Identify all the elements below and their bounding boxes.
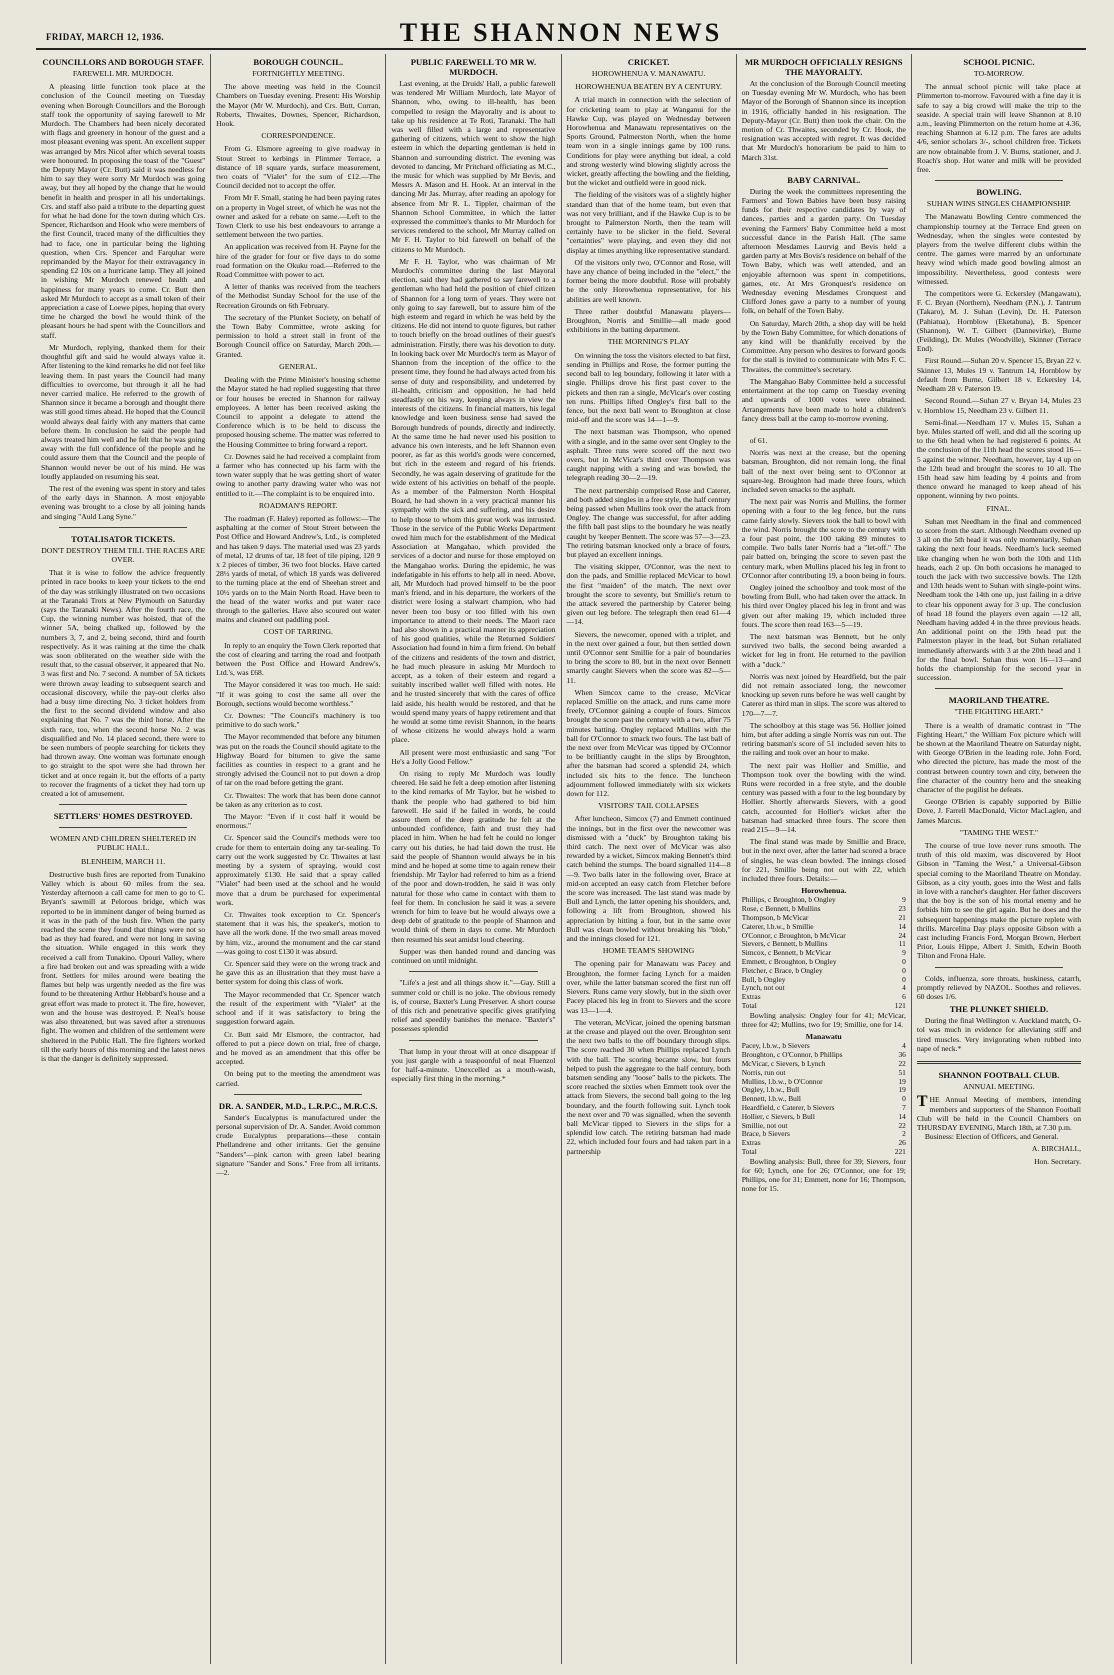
scorecard-title: Horowhenua.	[801, 886, 847, 896]
scorecard-batsman: Heardfield, c Caterer, b Sievers	[741, 1103, 835, 1112]
paragraph: There is a wealth of dramatic contrast in "The Fighting Heart," the William Fox picture which will be shown at the Maoriland Theatre on Saturday night, with George O'Brien in the leading role. John Ford, who directed the picture, has made the most of the contrast between country town and city, between the fine character of the country hero and the sneaking character of the pugilist he defeats.	[916, 720, 1082, 795]
subhead: FORTNIGHTLY MEETING.	[252, 69, 345, 78]
scorecard-title: Manawatu	[805, 1032, 842, 1042]
subhead: COST OF TARRING.	[263, 627, 333, 637]
advert-text: Sander's Eucalyptus is manufactured under the personal supervision of Dr. A. Sander. Avoid common crude Eucalyptus preparations—these contain Phellandrene and other irritants. Get the genuine "Sanders"—pink carton with green label bearing signature "Sander and Sons." Free from all irritants.—2.	[216, 1112, 381, 1177]
scorecard-runs: 22	[898, 1059, 906, 1069]
divider	[59, 804, 187, 805]
subhead: VISITORS' TAIL COLLAPSES	[598, 801, 699, 811]
column-1	[36, 54, 210, 1664]
scorecard-row	[742, 1002, 906, 1011]
scorecard-batsman: Simcox, c Bennett, b McVicar	[741, 948, 832, 958]
scorecard-runs: 7	[902, 1103, 906, 1112]
paragraph: All present were most enthusiastic and sang "For He's a Jolly Good Fellow."	[391, 747, 556, 766]
paragraph: George O'Brien is capably supported by Billie Dove, J. Farrell MacDonald, Victor MacLaglen, and James Marcus.	[916, 797, 1082, 825]
paragraph: The Mangahao Baby Committee held a successful entertainment at the top camp on Tuesday evening and upwards of 1000 votes were obtained. Arrangements have been made to hold a children's fancy dress ball at the camp to-morrow evening.	[741, 376, 906, 423]
headline: BOROUGH COUNCIL.	[253, 57, 344, 67]
scorecard-runs: 9	[902, 895, 906, 905]
paragraph: When Simcox came to the crease, McVicar replaced Smillie on the attack, and runs came more freely, O'Connor gaining a couple of fours. Simcox brought the score past the century with a two, after 75 minutes batting. Ongley replaced Mullins with the ball for O'Connor to smack two fours. The last ball of the next over from McVicar was tipped by O'Connor to be brilliantly caught in the slips by Broughton, after the batsman had scored a splendid 24, which included six hits to the fence. The luncheon adjournment followed immediately with six wickets down for 112.	[566, 687, 731, 799]
paragraph: The above meeting was held in the Council Chambers on Tuesday evening. Present: His Worship the Mayor (Mr W. Murdoch), and Crs. Butt, Curran, Roberts, Thwaites, Downes, Spencer, Richardson, Hook.	[216, 82, 381, 129]
subhead: SUHAN WINS SINGLES CHAMPIONSHIP.	[926, 199, 1071, 209]
paragraph: Sievers, the newcomer, opened with a triplet, and in the next over gained a four, but then settled down until O'Connor sent Smillie for a pair of boundaries to bring the score to 80, but in the next over Bennett smartly caught Sievers when the score was 82—5—11.	[566, 629, 731, 685]
dateline: BLENHEIM, MARCH 11.	[80, 856, 166, 866]
paragraph: Suhan met Needham in the final and commenced to score from the start. Although Needham evened up 3 all on the 5th head it was only momentarily, Suhan taking the next four heads. Needham's luck seemed like changing when he won both the 10th and 11th heads, each 2 up. On both occasions he managed to touch the jack with two successive bowls. The 12th and 13th heads went to Suhan with single-point wins. Needham took the 14th one up, just failing in a drive to clear his opponent away for 3 up. The conclusion of head 18 found the players even again —12 all, Needham having added 4 in the three previous heads. An additional point on the 19th head put the Palmerston player in the lead, but Suhan retaliated immediately afterwards with 3 at the 20th head and 1 for the final bowl. Suhan thus won 16—13—and holds the championship for the second year in succession.	[916, 516, 1082, 683]
scorecard-batsman: Bull, b Ongley	[741, 974, 786, 984]
subhead: CORRESPONDENCE.	[261, 131, 336, 141]
subhead: THE MORNING'S PLAY	[607, 337, 690, 347]
paragraph: The next batsman was Thompson, who opened with a single, and in the same over sent Ongley to the asphalt. Three runs were scored off the next two overs, but in McVicar's third over Thompson was caught napping with a swing and was bowled, the telegraph reading 30—2—19.	[566, 427, 731, 483]
scorecard-runs: 24	[898, 930, 906, 940]
paragraph: The schoolboy at this stage was 56. Hollier joined him, but after adding a single Norris was run out. The retiring batsman's score of 51 included seven hits to the railing and took over an hour to make.	[741, 720, 906, 758]
paragraph: The fielding of the visitors was of a slightly higher standard than that of the home team, but even that was not very brilliant, and if the Hawke Cup is to be brought to Palmerston North, then the team will certainly have to be slicker in the field. Several "certainties" were playing, and even they did not display at times anything like representative standard.	[566, 190, 731, 255]
scorecard-runs: 4	[902, 983, 906, 993]
scorecard-batsman: Norris, run out	[741, 1067, 786, 1077]
paragraph: Three rather doubtful Manawatu players—Broughton, Norris and Smillie—all made good exhibitions in the batting department.	[566, 306, 731, 335]
scorecard-batsman: Emmett, c Broughton, b Ongley	[741, 957, 837, 967]
headline: PUBLIC FAREWELL TO MR W. MURDOCH.	[410, 57, 537, 77]
paragraph: Cr. Downes said he had received a complaint from a farmer who has connected up his farm with the town water supply that he was getting short of water owing to another party drawing water who was not entitled to it.—The complaint is to be enquired into.	[216, 451, 381, 498]
scorecard-batsman: Fletcher, c Brace, b Ongley	[741, 965, 823, 975]
scorecard-batsman: Brace, b Sievers	[741, 1129, 790, 1139]
scorecard-runs: 19	[898, 1076, 906, 1086]
paragraph: On rising to reply Mr Murdoch was loudly cheered. He said he felt a deep emotion after listening to the kind remarks of Mr Taylor, but he wished to thank the people who had gathered to bid him farewell. He said if he failed in words, he could assure them of the deep gratitude he felt at the unbounded confidence, faith and trust they had placed in him. When he had felt he could no longer carry out his duties, he had laid down the trust. He said the people of Shannon would always be in his mind and he hoped at some time to again renew their friendship. Mr Taylor had referred to him as a friend of the poor and down-trodden, he said it was only natural for those who came in contact with them to feel for them. In conclusion he said it was a severe wrench for him to leave but he would always owe a deep debt of gratitude to the people of Shannon and would think of them in days to come. Mr Murdoch then resumed his seat amidst loud cheering.	[391, 769, 556, 944]
subhead: FAREWELL MR. MURDOCH.	[72, 69, 174, 78]
paragraph: On being put to the meeting the amendment was carried.	[216, 1069, 381, 1088]
bowling-analysis: Bowling analysis: Ongley four for 41; McVicar, three for 42; Mullins, two for 19; Smillie, one for 14.	[741, 1010, 906, 1030]
subhead: GENERAL.	[279, 361, 318, 371]
paragraph: Cr. Spencer said the Council's methods were too crude for them to entertain doing any tar-sealing. To carry out the work suggested by Cr. Thwaites at last meeting by a system of spraying, would cost approximately £130. He said that a spray called "Vialet" had been used at the school and he would move that a drum be purchased for experimental work.	[216, 833, 381, 907]
scorecard-runs: 21	[898, 913, 906, 923]
scorecard-batsman: Total	[741, 1146, 757, 1156]
scorecard-row	[742, 993, 906, 1002]
divider	[935, 180, 1063, 181]
paragraph: Cr. Downes: "The Council's machinery is too primitive to do such work."	[216, 711, 381, 730]
scorecard-batsman: O'Connor, c Broughton, b McVicar	[741, 930, 846, 940]
paragraph: First Round.—Suhan 20 v. Spencer 15, Bryan 22 v. Skinner 13, Mules 19 v. Tantrum 14, Hornblow by default from Burne, Gilbert 18 v. Eckersley 14, Needham 28 v. Paterson 19.	[916, 356, 1082, 394]
scorecard-batsman: Thompson, b McVicar	[741, 913, 809, 923]
subhead: TO-MORROW.	[973, 69, 1024, 78]
divider	[917, 1061, 1081, 1064]
paragraph: The Mayor: "Even if it cost half it would be enormous."	[216, 812, 381, 831]
paragraph: Destructive bush fires are reported from Tunakino Valley which is about 60 miles from the sea. Yesterday afternoon a call came for men to go to C. Bryant's sawmill at Pelorous bridge, which was reported to be in imminent danger of being burned as it was in the path of the bush fire. When the party reached the scene they found that things were not so bad as they had feared, and were not long in saving the situation. While engaged in this work they received a call from Tunakino. Opouri Valley, where a fire had broken out and was spreading with a wide front. Settlers for miles around were beating the flames but help was urgently needed as the fire was found to be threatening Arthur Hebbard's house and a great effort was made to protect it. The fire, however, won and the house was destroyed. P. Neal's house was also threatened, but was saved after a strenuous fight. The women and children of the settlement were sheltered in the Public Hall. The fire fighters worked till the early hours of this morning and the latest news is that the danger is definitely suppressed.	[41, 869, 206, 1063]
headline: SCHOOL PICNIC.	[963, 57, 1035, 67]
divider	[59, 827, 187, 828]
subhead: ANNUAL MEETING.	[963, 1082, 1035, 1092]
subhead: HOROWHENUA V. MANAWATU.	[591, 69, 706, 78]
paragraph: Mr F. H. Taylor, who was chairman of Mr Murdoch's committee during the last Mayoral election, said they had gathered to say farewell to a gentleman who had held the position of chief citizen of Shannon for a long term of years. They were not only going to say farewell, but to assure him of the high esteem and regard in which he was held by the citizens. He did not intend to quote figures, but rather to touch briefly on the broad outlines of their guest's administration. Firstly, there was his devotion to duty. In looking back over Mr Murdoch's term as Mayor of Shannon from the inception of the office to the present time, they found he had always acted from his sense of duty and responsibility, and undeterred by ill-health, criticism and opposition, he had held steadfastly on his way, keeping always in view the interests of the citizens. In financial matters, his legal knowledge and keen business sense had saved the Borough hundreds of pounds, directly and indirectly. At the same time he had never used his position to advance his own interests, and he left Shannon even poorer, as far as this world's goods were concerned, but rich in the esteem and regard of his friends. Secondly, he was again deserving of gratitude for the wide extent of his activities on behalf of the people. As a member of the Palmerston North Hospital Board, he had shown in a very practical manner his sympathy with the sick and suffering, and his desire to help those to whom this great work was intrusted. Those in the service of the Public Works Department owed him much for the establishment of the Medical Association at Mangahao, which provided the services of a doctor and nurse for those employed on the Mangahao works. During the epidemic, he was indefatigable in his efforts to help all in need. Above, all, Mr Murdoch had proved himself to be the poor man's friend, and in his departure, the workers of the district were losing a stalwart champion, who had never been too busy or too filled with his own importance to attend to their needs. The Maori race had also shown in a practical manner its appreciation of his good qualities, while the Returned Soldiers' Association had found in him a firm friend. On behalf of the citizens and residents of the town and district, he had much pleasure in asking Mr Murdoch to accept, as a token of their esteem and regard a suitably inscribed wallet well filled with notes. He and he trusted sincerely that with the cares of office laid aside, his health would be restored, and that he would spend many years of happy retirement and that he would at some time revisit Shannon, in the hearts of whose citizens he would always hold a warm place.	[391, 256, 556, 745]
paragraph: In reply to an enquiry the Town Clerk reported that the cost of clearing and tarring the road and footpath between the Post Office and Howard Andrew's, Ltd.'s, was £68.	[216, 640, 381, 678]
scorecard-row	[742, 1139, 906, 1148]
columns	[36, 54, 1086, 1664]
paragraph: The roadman (F. Haley) reported as follows:—The asphalting at the corner of Stout Street between the Post Office and Howard Andrew's, Ltd., is completed and has taken 9 days. The material used was 23 yards of metal, 12 drums of tar, 18 feet of tile piping, 120 9 x 2 pieces of timber, 36 two foot blocks. Have carted 28½ yards of metal, of which 18 yards was delivered to the turning place at the end of Sheehan street and 10½ yards on to the Main North Road. Have been to the head of the water works and put water race through to the galleries. Have also scoured out water mains and cleaned out paddling pool.	[216, 513, 381, 625]
signature-title: Hon. Secretary.	[1034, 1156, 1082, 1166]
paragraph: Business: Election of Officers, and General.	[924, 1132, 1059, 1142]
column-6	[911, 54, 1086, 1664]
subhead: DON'T DESTROY THEM TILL THE RACES ARE OVER.	[41, 545, 206, 564]
column-2	[210, 54, 385, 1664]
paragraph: A letter of thanks was received from the teachers of the Methodist Sunday School for the use of the Recreation Grounds on 6th February.	[216, 282, 381, 310]
paragraph: Cr. Butt said Mr Elsmore, the contractor, had offered to put a piece down on trial, free of charge, and he moved as an amendment that this offer be accepted.	[216, 1029, 381, 1067]
scorecard-batsman: Caterer, l.b.w., b Smillie	[741, 921, 814, 931]
scorecard-horowhenua	[742, 896, 906, 1010]
scorecard-runs: 14	[898, 1111, 906, 1121]
scorecard-runs: 0	[902, 965, 906, 975]
divider	[760, 429, 888, 430]
paragraph: That it is wise to follow the advice frequently printed in race books to keep your tickets to the end of the day was strikingly illustrated on two occasions at the Taranaki Trots at New Plymouth on Saturday (says the Taranaki News). After the fourth race, the Cup, the winning number was hoisted, that of the winner 5A, being chalked up, followed by the numbers 3, 7, and 2, being second, third and fourth respectively. As it was raining at the time the chalk was soon obliterated on the weather side with the result that, to the casual observer, it appeared that No. 3 was first and No. 7 second. A number of 5A tickets were thrown away leading to subsequent search and occasional discovery, while the pay-out clerks also had a busy time directing No. 3 ticket holders from the first to the second dividend window and also explaining that No. 7 was the third horse. After the sixth race, too, when the second horse No. 2 was disqualified and No. 14 placed second, there were to be seen numbers of people searching for tickets they had thrown away. One woman was fortunate enough to go straight to the spot were she had thrown her ticket and at once regain it, but the efforts of a party to recover the fragments of a ticket they had torn up created a lot of amusement.	[41, 568, 206, 799]
scorecard-batsman: Total	[741, 1001, 757, 1011]
paragraph: At the conclusion of the Borough Council meeting on Tuesday evening Mr W. Murdoch, who has been Mayor of the Borough of Shannon since its inception in 1916, officially handed in his resignation. The Deputy-Mayor (Cr. Butt) then took the chair. On the motion of Cr. Thwaites, seconded by Cr. Hook, the resignation was accepted with regret. It was decided that Mr Murdoch's honorarium be paid to him to March 31st.	[741, 79, 906, 162]
paragraph: On winning the toss the visitors elected to bat first, sending in Phillips and Rose, the former putting the second ball to leg boundary, following it later with a single. Phillips drove his first past cover to the pickets and then ran a single, McVicar's over costing ten runs. Phillips lifted Ongley's first ball to the fence, but the next ball went to Broughton at close mid-off and the score was 14—1—9.	[566, 350, 731, 425]
scorecard-batsman: Rose, c Bennett, b Mullins	[741, 904, 821, 914]
scorecard-row	[742, 1130, 906, 1139]
paragraph: The final stand was made by Smillie and Brace, but in the next over, after the latter had scored a brace of singles, he was clean bowled. The innings closed for 221, Smillie being not out with 22, which included three fours. Details:—	[741, 837, 906, 884]
scorecard-runs: 26	[898, 1138, 906, 1148]
paragraph: Supper was then handed round and dancing was continued on until midnight.	[391, 946, 556, 966]
scorecard-batsman: Extras	[741, 992, 761, 1002]
paragraph: Cr. Thwaites took exception to Cr. Spencer's statement that it was his, the speaker's, motion to have all the work done. If the two small areas moved by him, viz., around the monument and the car stand—was going to cost £130 it was absurd.	[216, 910, 381, 956]
notice-text: HE Annual Meeting of members, intending members and supporters of the Shannon Football Club will be held in the Council Chambers on THURSDAY EVENING, March 18th, at 7.30 p.m.	[916, 1095, 1082, 1132]
paragraph: The competitors were G. Eckersley (Mangawatu), F. C. Bryan (Northern), Needham (P.N.), J. Tantrum (Takaro), M. J. Suhan (Levin), Dr. H. Paterson (Pahiatua), Hornblow (Eketahuna), B. Spencer (Shannon), W. T. Gilbert (Dannevirke), Burne (Feilding), Dr. Mules (Woodville), Skinner (Terrace End).	[916, 289, 1082, 354]
scorecard-batsman: Extras	[741, 1138, 761, 1148]
paragraph: The course of true love never runs smooth. The truth of this old maxim, was discovered by Hoot Gibson in "Taming the West," a Universal-Gibson special coming to the Maoriland Theatre on Monday. Gibson, as a city youth, goes into the West and falls in love with a rancher's daughter. Her father discovers that the boy is the son of his mortal enemy and he forbids him to see the girl again. But he does and the subsequent happenings make the picture replete with thrills. Marcelina Day plays opposite Gibson with a cast including Francis Ford, Morgan Brown, Herbert Prior, Louis Hippe, Albert J. Smith, Edwin Booth Tilton and Frona Hale.	[916, 841, 1082, 961]
advert-text: That lump in your throat will at once disappear if you just gargle with a teaspoonful of neat Fluenzol for half-a-minute. Unexcelled as a mouth-wash, especially first thing in the morning.*	[391, 1046, 556, 1084]
scorecard-runs: 14	[898, 921, 906, 931]
paragraph: Dealing with the Prime Minister's housing scheme the Mayor stated he had replied suggesting that three or four houses be erected in Shannon for railway employees. A letter has been received asking the Council to appoint a delegate to attend the Conference which is to be held to discuss the proposed housing scheme. The matter was referred to the Housing Committee to bring forward a report.	[216, 375, 381, 449]
headline: MAORILAND THEATRE.	[948, 695, 1050, 706]
headline: COUNCILLORS AND BOROUGH STAFF.	[42, 57, 204, 67]
scorecard-row	[742, 984, 906, 993]
scorecard-runs: 4	[902, 1041, 906, 1051]
divider	[409, 971, 537, 972]
scorecard-runs: 221	[894, 1146, 906, 1156]
column-4	[561, 54, 736, 1664]
headline: MR MURDOCH OFFICIALLY RESIGNS THE MAYORALTY.	[744, 57, 903, 77]
paragraph: From Mr F. Small, stating he had been paying rates on a property in Vogel street, of which he was not the owner and asked for a rebate on same.—Left to the Town Clerk to use his best endeavours to arrange a settlement between the two parties.	[216, 193, 381, 240]
paragraph: The next batsman was Bennett, but he only survived two balls, the second being awarded a wicket for leg in front. He returned to the pavilion with a "duck."	[741, 631, 906, 669]
paragraph: Ongley joined the schoolboy and took most of the bowling from Bull, who had taken over the attack. In his third over Ongley placed his leg in front and was given out after making 19, which included three fours. The score then read 163—5—19.	[741, 582, 906, 629]
scorecard-batsman: Phillips, c Broughton, b Ongley	[741, 895, 836, 905]
paragraph: From G. Elsmore agreeing to give roadway in Stout Street to kerbings in Plimmer Terrace, a distance of 18 square yards, surface measurement, two coats of "Vialet" for the sum of £12.—The Council decided not to accept the offer.	[216, 144, 381, 191]
bowling-analysis: Bowling analysis: Bull, three for 39; Sievers, four for 60; Lynch, one for 26; O'Connor, one for 19; Phillips, one for 31; Emmett, none for 16; Thompson, none for 15.	[741, 1156, 906, 1194]
paragraph: The Manawatu Bowling Centre commenced the championship tourney at the Terrace End green on Wednesday, when the singles were contested by players from the twelve different clubs within the centre. The games were marred by an unfortunate heavy wind which made good bowling almost an impossibility. Nevertheless, good contests were witnessed.	[916, 212, 1082, 286]
divider	[760, 168, 888, 169]
paragraph: Semi-final.—Needham 17 v. Mules 15, Suhan a bye. Mules started off well, and did all the scoring up to the 6th head when he had registered 6 points. At the conclusion of the 11th head the scores stood 16—5 against the winner. Needham, however, lay 4 up on the 12th head and brought the scores to 10 all. The 15th head saw him leading by 4 points and from thence onward he managed to keep ahead of his opponent, winning by two points.	[916, 417, 1082, 501]
paragraph: The opening pair for Manawatu was Pacey and Broughton, the former facing Lynch for a maiden over, while the latter batsman scored the first run off Sievers. Runs came very slowly, but in the sixth over Pacey placed his leg in front to Sievers and the score was 13—1—4.	[566, 959, 731, 1015]
scorecard-runs: 0	[902, 1094, 906, 1104]
issue-date: FRIDAY, MARCH 12, 1936.	[46, 32, 165, 42]
scorecard-runs: 22	[898, 1120, 906, 1130]
drop-cap: T	[916, 1093, 928, 1111]
headline: THE PLUNKET SHIELD.	[949, 1004, 1049, 1015]
scorecard-runs: 0	[902, 974, 906, 984]
paragraph: After luncheon, Simcox (7) and Emmett continued the innings, but in the first over the newcomer was dismissed with a "duck" by Broughton taking his third catch. The next over of McVicar was also rewarded by a wicket, Simcox making Bennett's third catch behind the stumps. The board signalled 114—8—9. Two balls later in the following over, Brace at mid-on accepted an easy catch from Fletcher before the score was increased. The last stand was made by Bull and Lynch, the latter opening his shoulders, and, following a lift from Broughton, showed his appreciation by hitting a four, but in the same over Bull was clean bowled without breaking his "blob," and the innings closed for 121.	[566, 814, 731, 944]
paragraph: Second Round.—Suhan 27 v. Bryan 14, Mules 23 v. Hornblow 15, Needham 23 v. Gilbert 11.	[916, 396, 1082, 415]
paragraph: A pleasing little function took place at the conclusion of the Council meeting on Tuesday evening when Borough Councillors and the Borough staff took the opportunity of saying farewell to Mr Murdoch. The Chambers had been nicely decorated with flags and greenery in honour of the guest and a most pleasant evening was spent. An excellent supper was arranged by Mrs Nicol after which several toasts were honoured. In proposing the toast of the "Guest" the Deputy Mayor (Cr. Butt) said it was needless for him to say they were sorry Mr Murdoch was going away, but they all hoped by the change that he would benefit in health and prosper in all his undertakings. Crs. and staff also paid a tribute to the departing guest for what he had done for the town during which Crs. Spencer, Richardson and Hook who were members of the first Council, traced many of the difficulties they had to face, one in particular being the lighting question, when Crs. Spencer and Farquhar were reprimanded by the Mayor for their extravagancy in spending £2 10s on a hurricane lamp. They all joined in wishing Mr Murdoch renewed health and happiness for many years to come. Cr. Butt then asked Mr Murdoch to accept as a small token of their appreciation a case of Loewe pipes, hoping that every time he charged the bowl he would think of the pleasant hours he had spent with the Councillors and staff.	[41, 82, 206, 340]
paragraph: The next pair was Hollier and Smillie, and Thompson took over the bowling with the wind. Runs were recorded in a free style, and the double century was passed with a four to the leg boundary by Hollier. Shortly afterwards Sievers, with a good catch, accounted for Hollier's wicket after the batsman had smacked three fours. The score then read 215—9—14.	[741, 760, 906, 835]
scorecard-batsman: Pacey, l.b.w., b Sievers	[741, 1041, 810, 1051]
scorecard-runs: 2	[902, 1129, 906, 1139]
column-3	[385, 54, 560, 1664]
subhead: "THE FIGHTING HEART."	[954, 707, 1044, 717]
divider	[59, 527, 187, 528]
scorecard-runs: 51	[898, 1067, 906, 1077]
scorecard-batsman: Hollier, c Sievers, b Bull	[741, 1111, 815, 1121]
paragraph: The next partnership comprised Rose and Caterer, and both added singles in a free style, the half century being passed when Mullins took over the attack from Ongley. The change was successful, for after adding the fifth ball past slips to the boundary he was neatly caught by 'keeper Bennett. The score was 57—3—23. The retiring batsman knocked only a brace of fours, but played an excellent innings.	[566, 485, 731, 559]
paragraph: Cr. Thwaites: The work that has been done cannot be taken as any criterion as to cost.	[216, 790, 381, 809]
headline: SHANNON FOOTBALL CLUB.	[938, 1070, 1060, 1081]
headline: BOWLING.	[976, 187, 1022, 198]
scorecard-runs: 11	[898, 939, 906, 949]
paragraph: Norris was next at the crease, but the opening batsman, Broughton, did not remain long, the final ball of the next over being sent to O'Connor at square-leg. Broughton had made three fours, which included seven smacks to the asphalt.	[741, 448, 906, 494]
scorecard-runs: 0	[902, 957, 906, 967]
paragraph: The visiting skipper, O'Connor, was the next to don the pads, and Smillie replaced McVicar to bowl the first "maiden" of the match. The next over brought the score to seventy, but Smillie's return to the attack severed the partnership by Caterer being given out leg before. The telegraph then read 61—4—14.	[566, 562, 731, 627]
divider	[935, 967, 1063, 968]
scorecard-runs: 36	[898, 1050, 906, 1060]
paragraph: The Mayor recommended that before any bitumen was put on the roads the Council should agitate to the Highway Board for bitumen to give the same facilities as counties in respect to a grant and he strongly advised the Council not to put down a drop of tar on the road before getting the grant.	[216, 732, 381, 788]
paragraph: A trial match in connection with the selection of for cricketing team to play at Wanganui for the Hawke Cup, was played on Wednesday between Horowhenua and Manawatu representatives on the Sports Ground, Palmerston North, when the home team won in a single innings game by 100 runs. Conditions for play were anything but ideal, a cold and strong westerly wind blowing slightly across the wicket, greatly affecting the bowling and the fielding, but the wicket and outfield were in good nick.	[566, 95, 731, 188]
paragraph: The annual school picnic will take place at Plimmerton to-morrow. Favoured with a fine day it is safe to say a big crowd will make the trip to the seaside. A special train will leave Shannon at 8.10 a.m., leaving Plimmerton on the return home at 4.36, reaching Shannon at 6.12 p.m. The fares are adults 4/6, senior scholars 3/-, school children free. Tickets are now obtainable from J. V. Burns, stationer, and J. Roach's shop. Hot water and milk will be provided free.	[916, 82, 1082, 175]
scorecard-batsman: McVicar, c Sievers, b Lynch	[741, 1059, 826, 1069]
scorecard-batsman: Bennett, l.b.w., Bull	[741, 1094, 801, 1104]
headline: BABY CARNIVAL.	[787, 174, 861, 185]
signature-name: A. BIRCHALL,	[1031, 1144, 1082, 1154]
headline: SETTLERS' HOMES DESTROYED.	[53, 811, 193, 822]
paragraph: The secretary of the Plunket Society, on behalf of the Town Baby Committee, wrote asking for permission to hold a street stall in front of the Borough Council office on Saturday, March 20th.—Granted.	[216, 312, 381, 359]
divider	[935, 688, 1063, 689]
scorecard-runs: 6	[902, 992, 906, 1002]
paragraph: The next pair was Norris and Mullins, the former opening with a four to the leg fence, but the runs came fairly slowly. Sievers took the ball to bowl with the wind. Norris brought the score to the century with a four past point, the 100 taking 89 minutes to compile. Two balls later Norris had a "let-off." The pair batted on, bringing the score to seven past the century mark, when Mullins placed his leg in front to O'Connor after contributing 19, a boon being in fours.	[741, 497, 906, 580]
paragraph: Last evening, at the Druids' Hall, a public farewell was tendered Mr William Murdoch, late Mayor of Shannon, who, owing to ill-health, has been compelled to resign the Mayoralty and is about to take up his residence at Te Roti, Taranaki. The hall was well filled with a large and representative gathering of citizens, which went to show the high esteem in which the departing gentleman is held in Shannon and surrounding district. The evening was devoted to dancing, Mr Pritchard officiating as M.C., the music for which was supplied by Mr Bevis, and Messrs A. Mason and H. Hook. At an interval in the dancing Mr Jas. Murray, after reading an apology for absence from Mr R. L. Tippler, chairman of the Shannon School Committee, in which the latter expressed the committee's thanks to Mr Murdoch for services rendered to the school, Mr Murray called on Mr F. H. Taylor to bid farewell on behalf of the citizens to Mr Murdoch.	[391, 79, 556, 254]
paragraph: An application was received from H. Payne for the hire of the grader for four or five days to do some road formation on the Okuku road.—Referred to the Road Committee with power to act.	[216, 242, 381, 280]
notice-body	[917, 1095, 1081, 1132]
headline: CRICKET.	[627, 57, 670, 67]
headline: TOTALISATOR TICKETS.	[71, 533, 175, 544]
paragraph: Mr Murdoch, replying, thanked them for their thoughtful gift and said he would always value it. After listening to the kind remarks he did not feel like leaving them. In past years the Council had many difficulties to overcome, but through it all he had never carried malice. He referred to the growth of Shannon since it became a borough and thought there was still good times ahead. He hoped that the Council would always deal fairly with any matters that came before them. In conclusion he said the people had always treated him well and he felt that he was going away with the full confidence of the people and he could assure them that the Council and the people of Shannon would never be out of his mind. He was loudly applauded on resuming his seat.	[41, 342, 206, 481]
paragraph: The rest of the evening was spent in story and tales of the early days in Shannon. A most enjoyable evening was brought to a close by all joining hands and singing "Auld Lang Syne."	[41, 483, 206, 521]
scorecard-manawatu	[742, 1042, 906, 1156]
paragraph: of 61.	[749, 435, 768, 445]
subhead: HOROWHENUA BEATEN BY A CENTURY.	[575, 82, 722, 92]
subhead: "TAMING THE WEST."	[959, 827, 1039, 837]
advert-heading: DR. A. SANDER, M.D., L.R.P.C., M.R.C.S.	[218, 1100, 378, 1111]
paragraph: The Mayor recommended that Cr. Spencer watch the result of the experiment with "Vialet" at the school and if it was satisfactory to bring the suggestion forward again.	[216, 989, 381, 1027]
divider	[409, 1040, 537, 1041]
paragraph: During the week the committees representing the Farmers' and Town Babies have been busy raising funds for their respective candidates by way of dances, parties and a garden party. On Tuesday evening the Farmers' Baby Committee held a most successful dance in the Parish Hall. (The same afternoon Mesdames Laurvig and Bevis held a garden party at Mrs Bovis's residence on behalf of the Town Baby, which was well attended, and an enjoyable afternoon was spent in competitions, games, etc. At Mrs Gronquest's residence on Wednesday evening Mesdames Cronquest and Clifford Jones gave a party to a number of young folk, on behalf of the Town Baby.	[741, 186, 906, 316]
scorecard-runs: 9	[902, 948, 906, 958]
paragraph: On Saturday, March 20th, a shop day will be held by the Town Baby Committee, for which donations of any kind will be thankfully received by the Committee. Any person who desires to forward goods for the stall is invited to communicate with Mrs F. C. Thwaites, the committee's secretary.	[741, 318, 906, 374]
scorecard-runs: 19	[898, 1085, 906, 1095]
paragraph: The Mayor considered it was too much. He said: "If it was going to cost the same all over the Borough, sections would become worthless."	[216, 680, 381, 708]
scorecard-batsman: Lynch, not out	[741, 983, 785, 993]
advert-text: During the final Wellington v. Auckland match, O-tol was much in evidence for alleviating stiff and tired muscles. Very invigorating when rubbed into nape of neck.*	[916, 1016, 1082, 1053]
advert-text: "Life's a jest and all things show it."—Gay. Still a summer cold or chill is no joke. The obvious remedy is, of course, Baxter's Lung Preserver. A short course of this rich and penetrative specific gives gratifying relief and speedily banishes the menace. "Baxter's" possesses splendid	[391, 978, 556, 1034]
scorecard-row	[742, 1148, 906, 1157]
scorecard-batsman: Mullins, l.b.w., b O'Connor	[741, 1076, 823, 1086]
scorecard-runs: 121	[894, 1001, 906, 1011]
masthead	[36, 8, 1086, 50]
divider	[234, 1094, 362, 1095]
scorecard-batsman: Broughton, c O'Connor, b Phillips	[741, 1050, 843, 1060]
scorecard-batsman: Smillie, not out	[741, 1120, 788, 1130]
paragraph: Norris was next joined by Heardfield, but the pair did not remain associated long, the newcomer knocking up seven runs before he was well caught by Caterer as third man in slips. The score was altered to 170—7—7.	[741, 671, 906, 718]
advert-text: Colds, influenza, sore throats, huskiness, catarrh, promptly relieved by NAZOL. Soothes and relieves. 60 doses 1/6.	[916, 973, 1082, 1002]
newspaper-title: THE SHANNON NEWS	[399, 18, 723, 47]
subhead: FINAL.	[986, 503, 1012, 513]
subhead: WOMEN AND CHILDREN SHELTERED IN PUBLIC HALL.	[50, 834, 197, 853]
paragraph: Of the visitors only two, O'Connor and Rose, will have any chance of being included in the "elect," the former being the more doubtful. Rose will probably be the only Horowhenua representative, for his abilities are well known.	[566, 257, 731, 304]
scorecard-batsman: Sievers, c Bennett, b Mullins	[741, 939, 828, 949]
paragraph: The veteran, McVicar, joined the opening batsman at the crease and played out the over. Broughton sent the next two balls to the off boundary through slips. The score reached 30 when Phillips replaced Lynch with the ball. The scoring became slow, but fours helped to push the aggregate to the half century, both batsmen sending any "loose" balls to the pickets. The score reached the sixties when Emmett took over the attack from Sievers, the second ball going to the leg boundary, and the fourth following suit. Lynch took the next over and 70 was signalled, when the seventh ball McVicar tipped to Sievers in the slips for a splendid low catch. The retiring batsman had made 22, which included four fours and had taken part in a partnership	[566, 1017, 731, 1156]
paragraph: Cr. Spencer said they were on the wrong track and he gave this as an illustration that they must have a better system for doing this class of work.	[216, 959, 381, 987]
scorecard-runs: 23	[898, 904, 906, 914]
subhead: HOME TEAM'S SHOWING	[602, 946, 695, 956]
scorecard-batsman: Ongley, l.b.w., Bull	[741, 1085, 800, 1095]
column-5	[736, 54, 911, 1664]
subhead: ROADMAN'S REPORT.	[258, 500, 338, 510]
